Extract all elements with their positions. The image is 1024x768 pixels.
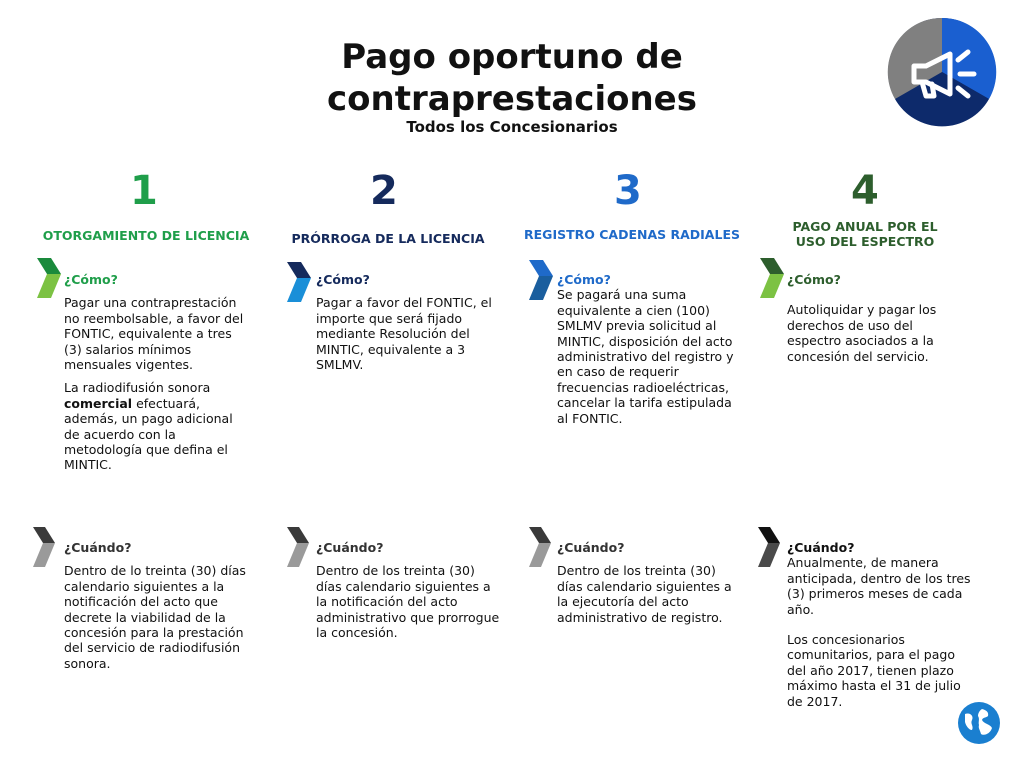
when-text-4: Anualmente, de manera anticipada, dentro de los tres (3) primeros meses de cada año.: [787, 555, 971, 617]
column-title-3: REGISTRO CADENAS RADIALES: [524, 227, 740, 242]
when-text-4b: Los concesionarios comunitarios, para el pago del año 2017, tienen plazo máximo hasta el 31 de julio de 2017.: [787, 632, 961, 709]
when-text-2: Dentro de los treinta (30) días calendario siguientes a la notificación del acto administrativo que prorrogue la concesión.: [316, 563, 500, 641]
column-title-4: [770, 219, 960, 249]
page-title: [262, 36, 762, 120]
column-title-4-line-2: USO DEL ESPECTRO: [795, 234, 935, 249]
when-label-1: ¿Cuándo?: [64, 540, 132, 555]
when-section-2: [316, 540, 500, 648]
how-section-3: [557, 272, 739, 434]
column-title-1: OTORGAMIENTO DE LICENCIA: [42, 228, 250, 243]
step-number-3: 3: [614, 168, 642, 214]
step-number-4: 4: [851, 168, 879, 214]
how-text-4: Autoliquidar y pagar los derechos de uso del espectro asociados a la concesión del servicio.: [787, 302, 937, 364]
how-section-4: [787, 272, 967, 372]
step-number-1: 1: [130, 168, 158, 214]
when-section-3: [557, 540, 741, 633]
when-text-1: Dentro de lo treinta (30) días calendario siguientes a la notificación del acto que decrete la viabilidad de la concesión para la prestación del servicio de radiodifusión sonora.: [64, 563, 246, 671]
when-section-4: [787, 540, 975, 717]
how-text-3: Se pagará una suma equivalente a cien (100) SMLMV previa solicitud al MINTIC, disposición del acto administrativo del registro y en caso de requerir frecuencias radioeléctricas, cancelar la tarifa estipulada al FONTIC.: [557, 287, 734, 426]
globe-icon[interactable]: [956, 700, 1002, 746]
how-text-1: Pagar una contraprestación no reembolsable, a favor del FONTIC, equivalente a tres (3) salarios mínimos mensuales vigentes.: [64, 295, 244, 373]
how-section-2: [316, 272, 496, 380]
when-section-1: [64, 540, 250, 679]
how-label-1: ¿Cómo?: [64, 272, 118, 287]
column-title-2: PRÓRROGA DE LA LICENCIA: [291, 231, 485, 246]
chevron-blue-icon: [529, 260, 555, 304]
how-label-4: ¿Cómo?: [787, 272, 841, 287]
how-text-2: Pagar a favor del FONTIC, el importe que será fijado mediante Resolución del MINTIC, equivalente a 3 SMLMV.: [316, 295, 492, 373]
when-label-2: ¿Cuándo?: [316, 540, 384, 555]
how-text-1b: La radiodifusión sonora comercial efectuará, además, un pago adicional de acuerdo con la metodología que defina el MINTIC.: [64, 380, 233, 473]
megaphone-icon: [886, 16, 998, 128]
chevron-gray-icon: [287, 527, 313, 571]
when-text-3: Dentro de los treinta (30) días calendario siguientes a la ejecutoría del acto administrativo de registro.: [557, 563, 732, 625]
when-label-3: ¿Cuándo?: [557, 540, 625, 555]
chevron-gray-icon: [33, 527, 59, 571]
how-label-2: ¿Cómo?: [316, 272, 370, 287]
step-number-2: 2: [370, 168, 398, 214]
chevron-gray-icon: [529, 527, 555, 571]
chevron-green-icon: [37, 258, 63, 302]
page-subtitle: Todos los Concesionarios: [406, 118, 618, 136]
when-label-4: ¿Cuándo?: [787, 540, 855, 555]
title-line-2: contraprestaciones: [327, 79, 697, 119]
column-title-4-line-1: PAGO ANUAL POR EL: [792, 219, 938, 234]
chevron-navy-icon: [287, 262, 313, 306]
chevron-dark-green-icon: [760, 258, 786, 302]
title-line-1: Pago oportuno de: [341, 37, 683, 77]
how-label-3: ¿Cómo?: [557, 272, 611, 287]
chevron-black-icon: [758, 527, 784, 571]
how-section-1: [64, 272, 250, 481]
